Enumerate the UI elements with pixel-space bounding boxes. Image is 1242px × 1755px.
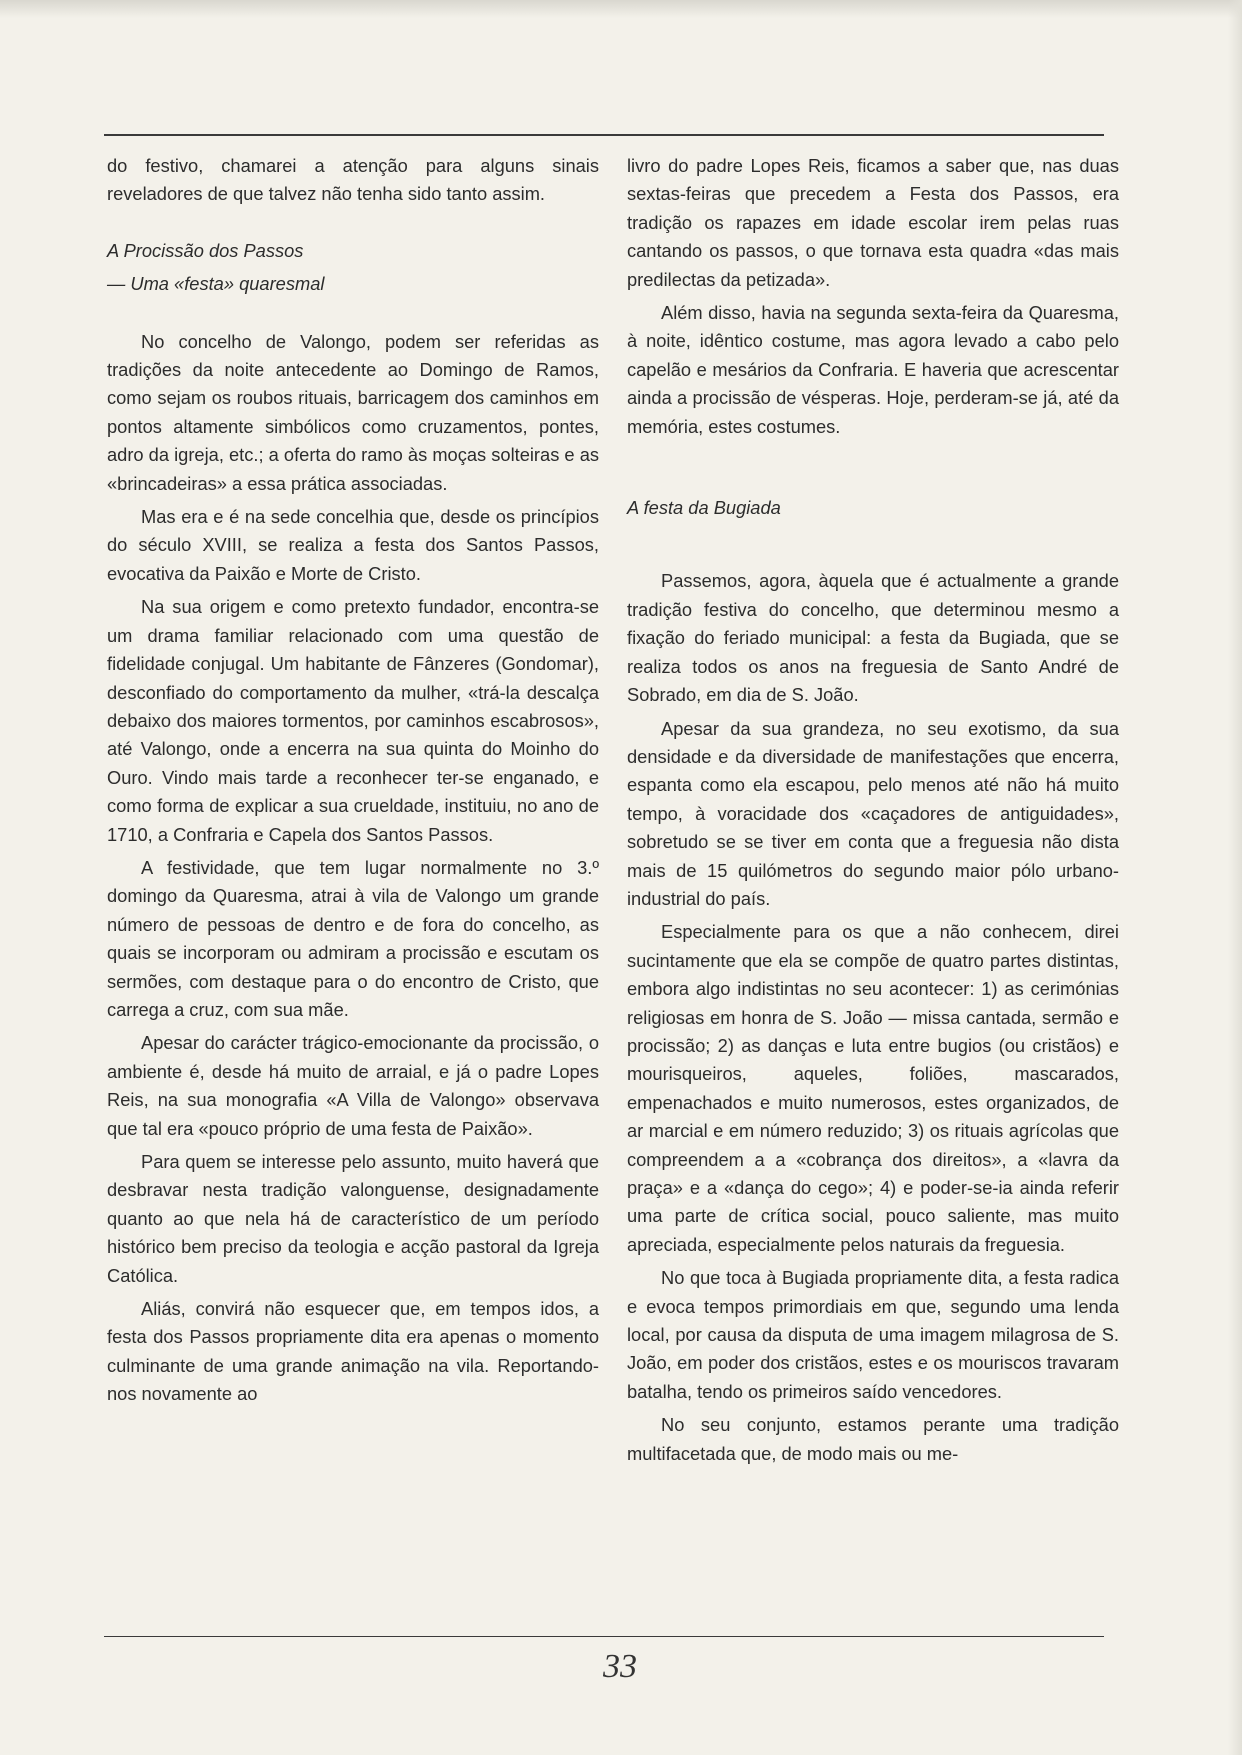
- scan-edge-right: [1228, 0, 1242, 1755]
- bottom-rule: [104, 1636, 1104, 1637]
- paragraph: Aliás, convirá não esquecer que, em tempos idos, a festa dos Passos propriamente dita era apenas o momento culminante de uma grande animação na vila. Reportando-nos novamente ao: [107, 1298, 599, 1405]
- paragraph: Na sua origem e como pretexto fundador, encontra-se um drama familiar relacionado com uma questão de fidelidade conjugal. Um habitante de Fânzeres (Gondomar), desconfiado do comportamento da mulher, «trá-la descalça debaixo dos maiores tormentos, por caminhos escabrosos», até Valongo, onde a encerra na sua quinta do Moinho do Ouro. Vindo mais tarde a reconhecer ter-se enganado, e como forma de explicar a sua crueldade, instituiu, no ano de 1710, a Confraria e Capela dos Santos Passos.: [107, 596, 599, 845]
- section-title-bugiada: A festa da Bugiada: [627, 497, 781, 519]
- paragraph: No concelho de Valongo, podem ser referidas as tradições da noite antecedente ao Domingo de Ramos, como sejam os roubos rituais, barricagem dos caminhos em pontos altamente simbólicos como cruzamentos, pontes, adro da igreja, etc.; a oferta do ramo às moças solteiras e as «brincadeiras» a essa prática associadas.: [107, 330, 599, 494]
- scan-edge-shadow: [0, 0, 1242, 18]
- paragraph: No seu conjunto, estamos perante uma tradição multifacetada que, de modo mais ou me-: [627, 1414, 1119, 1464]
- paragraph: Apesar do carácter trágico-emocionante da procissão, o ambiente é, desde há muito de arraial, e já o padre Lopes Reis, na sua monografia «A Villa de Valongo» observava que tal era «pouco próprio de uma festa de Paixão».: [107, 1032, 599, 1139]
- paragraph: Passemos, agora, àquela que é actualmente a grande tradição festiva do concelho, que determinou mesmo a fixação do feriado municipal: a festa da Bugiada, que se realiza todos os anos na freguesia de Santo André de Sobrado, em dia de S. João.: [627, 570, 1119, 706]
- paragraph: Para quem se interesse pelo assunto, muito haverá que desbravar nesta tradição valonguense, designadamente quanto ao que nela há de característico de um período histórico bem preciso da teologia e acção pastoral da Igreja Católica.: [107, 1151, 599, 1286]
- right-column: [627, 152, 1119, 1473]
- section-subtitle-procissao: — Uma «festa» quaresmal: [107, 273, 325, 295]
- right-intro-paragraph: livro do padre Lopes Reis, ficamos a saber que, nas duas sextas-feiras que precedem a Festa dos Passos, era tradição os rapazes em idade escolar irem pelas ruas cantando os passos, o que tornava esta quadra «das mais predilectas da petizada».: [627, 155, 1119, 290]
- top-rule: [104, 134, 1104, 136]
- paragraph: Especialmente para os que a não conhecem, direi sucintamente que ela se compõe de quatro partes distintas, embora algo indistintas no seu acontecer: 1) as cerimónias religiosas em honra de S. João — missa cantada, sermão e procissão; 2) as danças e luta entre bugios (ou cristãos) e mourisqueiros, aqueles, foliões, mascarados, empenachados e muito numerosos, estes organizados, de ar marcial e em número reduzido; 3) os rituais agrícolas que compreendem a a «cobrança dos direitos», a «lavra da praça» e a «dança do cego»; 4) e poder-se-ia ainda referir uma parte de crítica social, pouco saliente, mas muito apreciada, especialmente pelos naturais da freguesia.: [627, 921, 1119, 1255]
- left-intro-paragraph: do festivo, chamarei a atenção para alguns sinais reveladores de que talvez não tenha sido tanto assim.: [107, 155, 599, 205]
- paragraph: Mas era e é na sede concelhia que, desde os princípios do século XVIII, se realiza a festa dos Santos Passos, evocativa da Paixão e Morte de Cristo.: [107, 506, 599, 584]
- paragraph: Apesar da sua grandeza, no seu exotismo, da sua densidade e da diversidade de manifestações que encerra, espanta como ela escapou, pelo menos até não há muito tempo, à voracidade dos «caçadores de antiguidades», sobretudo se se tiver em conta que a freguesia não dista mais de 15 quilómetros do segundo maior pólo urbano-industrial do país.: [627, 717, 1119, 909]
- paragraph: No que toca à Bugiada propriamente dita, a festa radica e evoca tempos primordiais em que, segundo uma lenda local, por causa da disputa de uma imagem milagrosa de S. João, em poder dos cristãos, estes e os mouriscos travaram batalha, tendo os primeiros saído vencedores.: [627, 1267, 1119, 1402]
- section-title-procissao: A Procissão dos Passos: [107, 239, 304, 261]
- paragraph: A festividade, que tem lugar normalmente no 3.º domingo da Quaresma, atrai à vila de Valongo um grande número de pessoas de dentro e de fora do concelho, as quais se incorporam ou admiram a procissão e escutam os sermões, com destaque para o do encontro de Cristo, que carrega a cruz, com sua mãe.: [107, 856, 599, 1020]
- left-column: [107, 152, 599, 1414]
- paragraph: Além disso, havia na segunda sexta-feira da Quaresma, à noite, idêntico costume, mas agora levado a cabo pelo capelão e mesários da Confraria. E haveria que acrescentar ainda a procissão de vésperas. Hoje, perderam-se já, até da memória, estes costumes.: [627, 302, 1119, 437]
- page-number: 33: [603, 1648, 637, 1685]
